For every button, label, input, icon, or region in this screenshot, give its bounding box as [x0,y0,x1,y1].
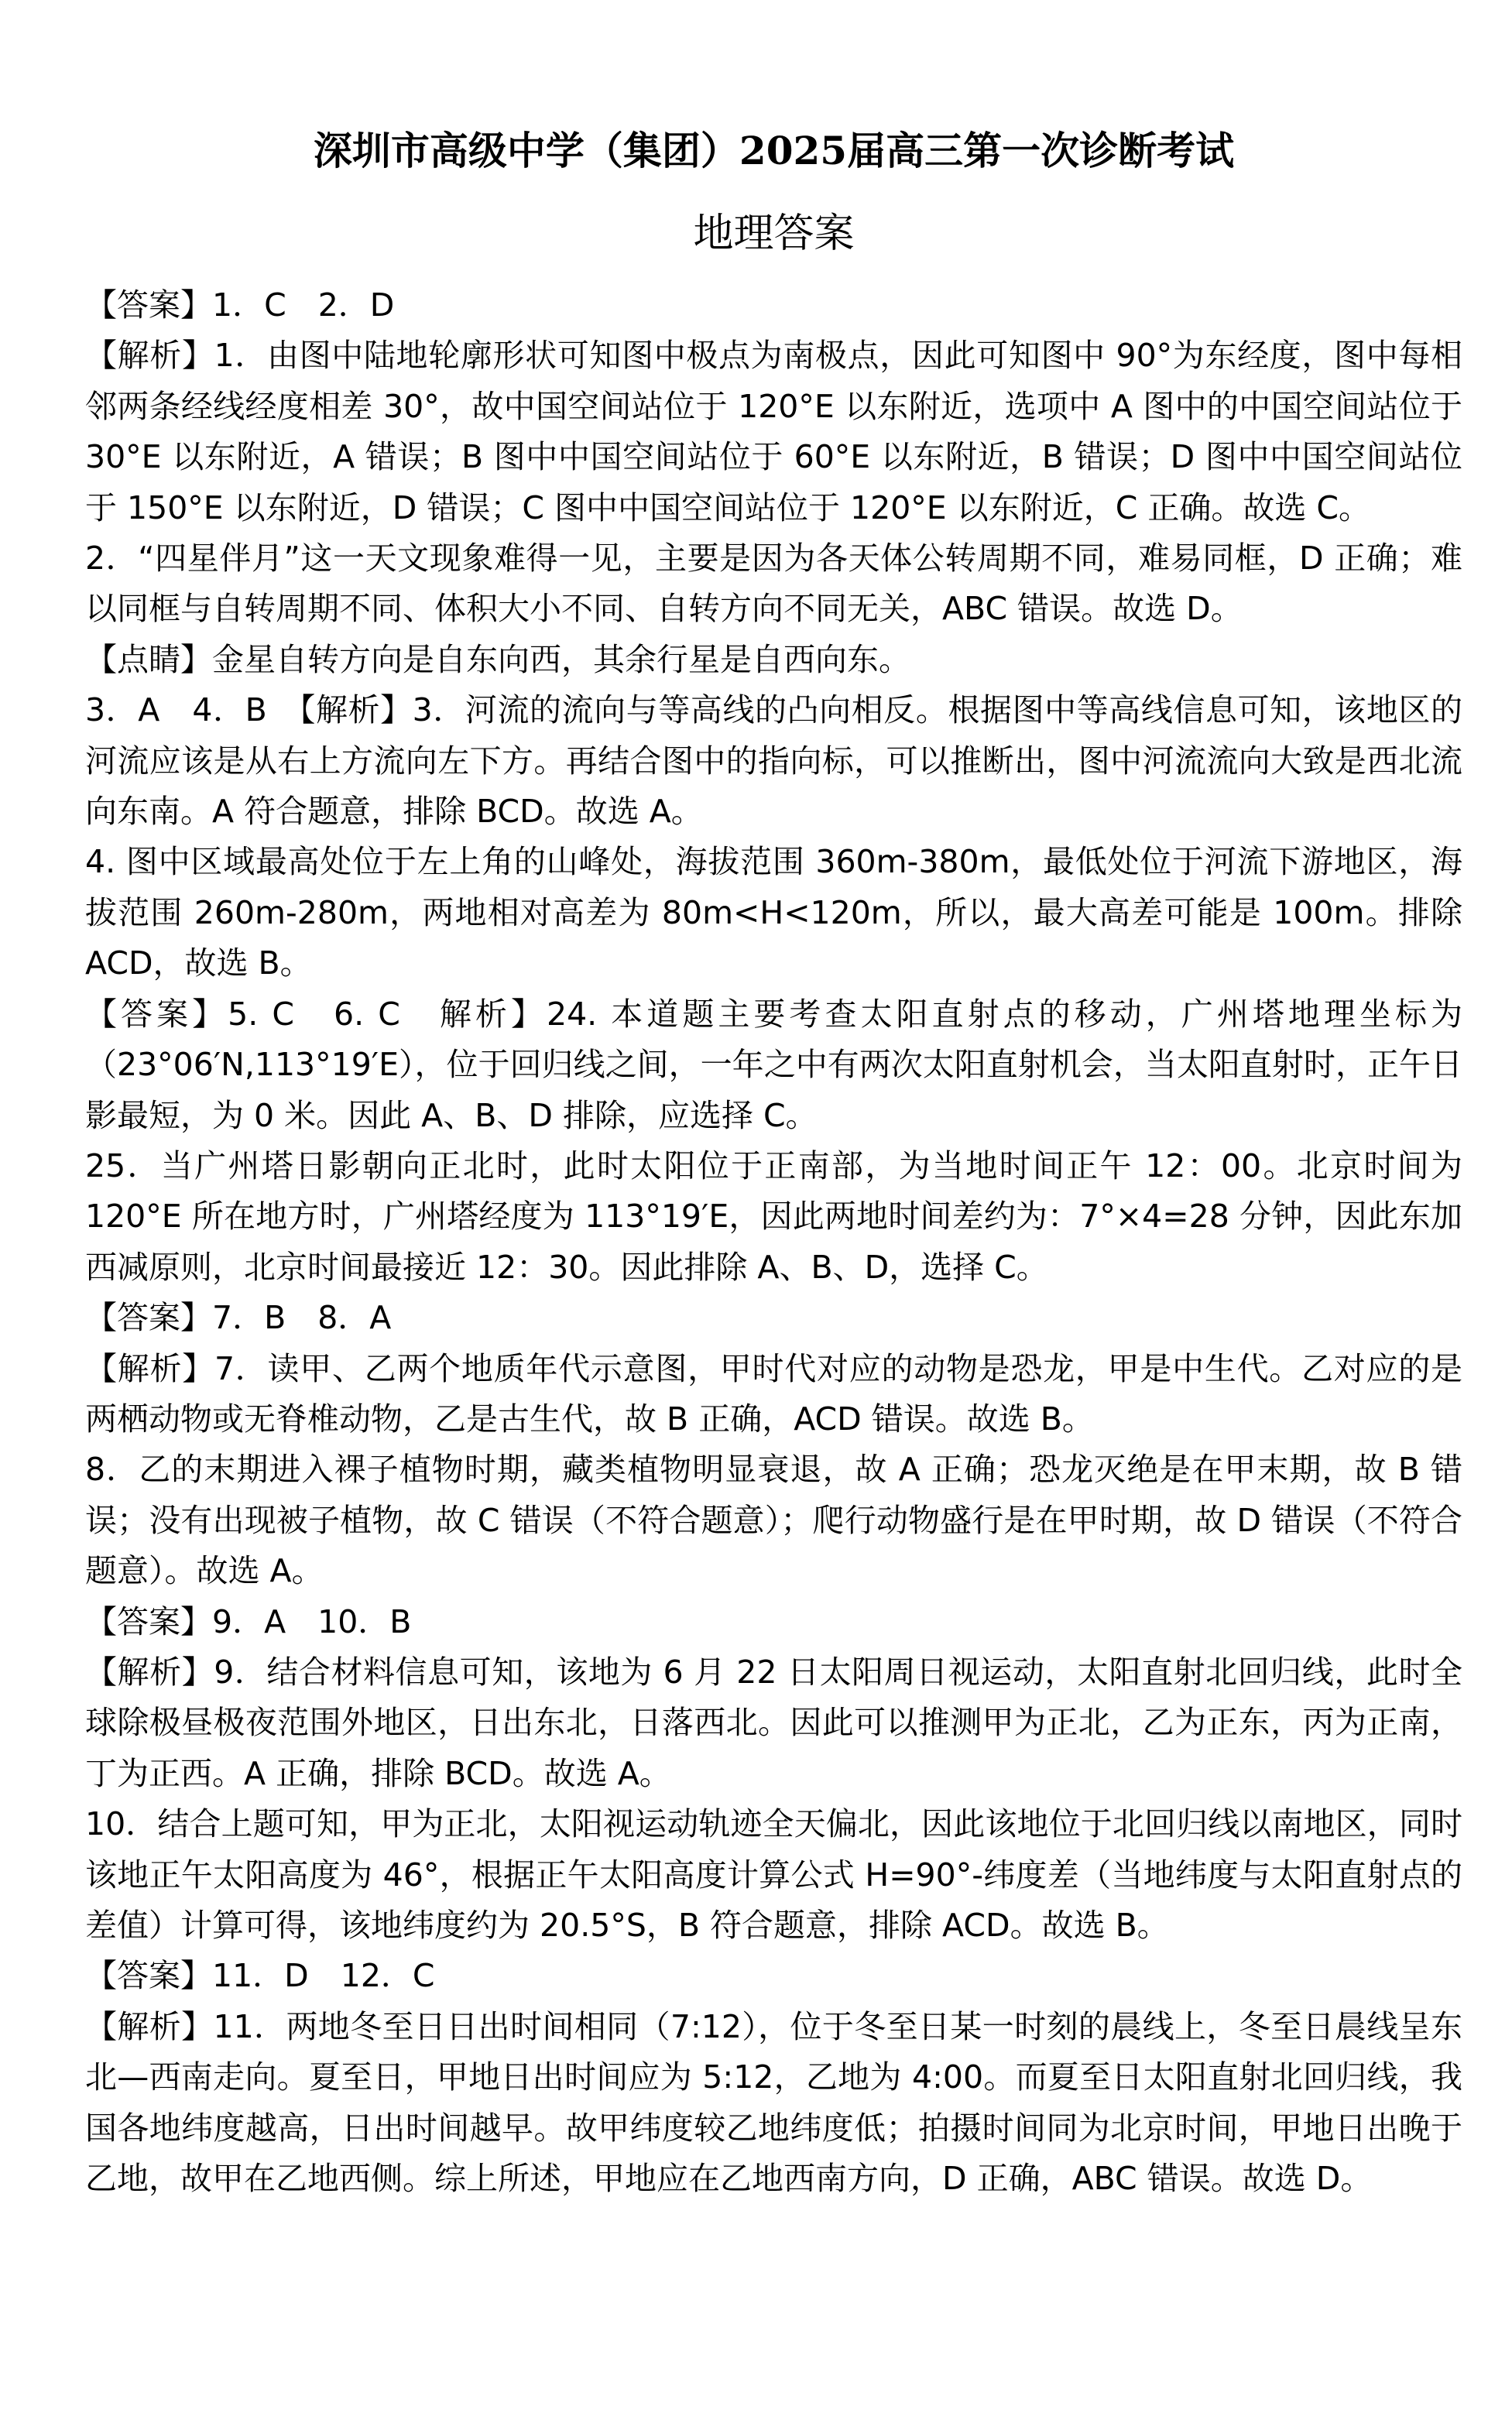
analysis-paragraph-7: 【解析】7．读甲、乙两个地质年代示意图，甲时代对应的动物是恐龙，甲是中生代。乙对应的是两栖动物或无脊椎动物，乙是古生代，故 B 正确，ACD 错误。故选 B。 [85,1349,1462,1438]
answer-paragraph-11-12: 【答案】11．D 12．C [85,1957,435,1995]
answer-paragraph-7-8: 【答案】7．B 8．A [85,1299,392,1337]
analysis-paragraph-10: 10．结合上题可知，甲为正北，太阳视运动轨迹全天偏北，因此该地位于北回归线以南地区，同时该地正午太阳高度为 46°，根据正午太阳高度计算公式 H=90°-纬度差（当地纬度与太阳直射点的差值）计算可得，该地纬度约为 20.5°S，B 符合题意，排除 ACD。故选 B。 [85,1805,1462,1944]
analysis-paragraph-4: 4. 图中区域最高处位于左上角的山峰处，海拔范围 360m-380m，最低处位于河流下游地区，海拔范围 260m-280m，两地相对高差为 80m<H<120m，所以，最大高差可能是 100m。排除 ACD，故选 B。 [85,843,1462,982]
answer-paragraph-9-10: 【答案】9．A 10．B [85,1602,412,1640]
tip-paragraph: 【点睛】金星自转方向是自东向西，其余行星是自西向东。 [85,640,910,678]
analysis-paragraph-1: 【解析】1．由图中陆地轮廓形状可知图中极点为南极点，因此可知图中 90°为东经度，图中每相邻两条经线经度相差 30°，故中国空间站位于 120°E 以东附近，选项中 A 图中的中国空间站位于 30°E 以东附近，A 错误；B 图中中国空间站位于 60°E 以东附近，B 错误；D 图中中国空间站位于 150°E 以东附近，D 错误；C 图中中国空间站位于 120°E 以东附近，C 正确。故选 C。 [85,337,1462,526]
analysis-paragraph-3: 3．A 4．B 【解析】3．河流的流向与等高线的凸向相反。根据图中等高线信息可知，该地区的河流应该是从右上方流向左下方。再结合图中的指向标，可以推断出，图中河流流向大致是西北流向东南。A 符合题意，排除 BCD。故选 A。 [85,691,1462,831]
analysis-paragraph-2: 2．“四星伴月”这一天文现象难得一见，主要是因为各天体公转周期不同，难易同框，D 正确；难以同框与自转周期不同、体积大小不同、自转方向不同无关，ABC 错误。故选 D。 [85,540,1462,628]
analysis-paragraph-8: 8．乙的末期进入裸子植物时期，藏类植物明显衰退，故 A 正确；恐龙灭绝是在甲末期，故 B 错误；没有出现被子植物，故 C 错误（不符合题意）；爬行动物盛行是在甲时期，故 D 错误（不符合题意）。故选 A。 [85,1451,1462,1590]
analysis-paragraph-11: 【解析】11．两地冬至日日出时间相同（7:12），位于冬至日某一时刻的晨线上，冬至日晨线呈东北—西南走向。夏至日，甲地日出时间应为 5:12，乙地为 4:00。而夏至日太阳直射北回归线，我国各地纬度越高，日出时间越早。故甲纬度较乙地纬度低；拍摄时间同为北京时间，甲地日出晚于乙地，故甲在乙地西侧。综上所述，甲地应在乙地西南方向，D 正确，ABC 错误。故选 D。 [85,2007,1462,2198]
analysis-paragraph-5: 【答案】5. C 6. C 解析】24. 本道题主要考查太阳直射点的移动，广州塔地理坐标为（23°06′N,113°19′E），位于回归线之间，一年之中有两次太阳直射机会，当太阳直射时，正午日影最短，为 0 米。因此 A、B、D 排除，应选择 C。 [85,995,1462,1134]
analysis-paragraph-9: 【解析】9．结合材料信息可知，该地为 6 月 22 日太阳周日视运动，太阳直射北回归线，此时全球除极昼极夜范围外地区，日出东北，日落西北。因此可以推测甲为正北，乙为正东，丙为正南，丁为正西。A 正确，排除 BCD。故选 A。 [85,1653,1462,1792]
exam-title: 深圳市高级中学（集团）2025届高三第一次诊断考试 [313,128,1235,173]
analysis-paragraph-6: 25．当广州塔日影朝向正北时，此时太阳位于正南部，为当地时间正午 12：00。北京时间为 120°E 所在地方时，广州塔经度为 113°19′E，因此两地时间差约为：7°×4=28 分钟，因此东加西减原则，北京时间最接近 12：30。因此排除 A、B、D，选择 C。 [85,1146,1462,1286]
subject-subtitle: 地理答案 [693,211,855,257]
answer-paragraph-1: 【答案】1．C 2．D [85,286,395,324]
answer-body [85,280,1462,2204]
